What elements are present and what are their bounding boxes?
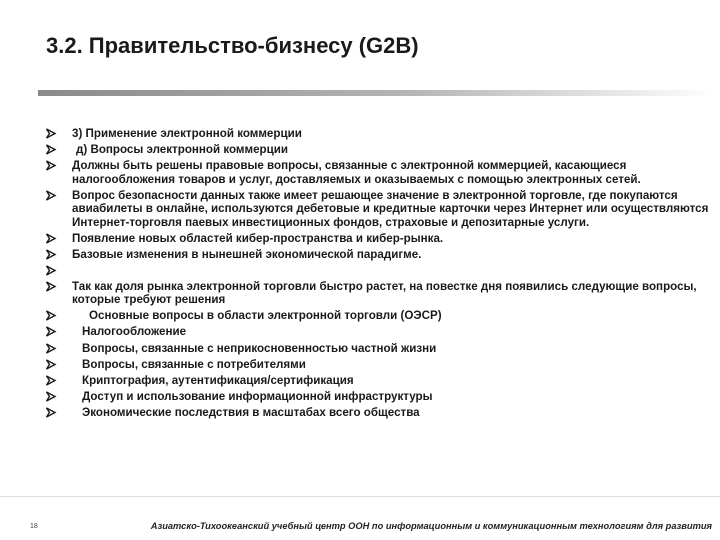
list-item: [45, 325, 710, 338]
list-item-text: Вопрос безопасности данных также имеет решающее значение в электронной торговле, где покупаются авиабилеты в онлайне, используются дебетовые и кредитные карточки через Интернет или осуществляются Интернет-торговля паевых инвестиционных фондов, страховые и депозитарные услуги.: [72, 188, 709, 229]
arrow-bullet-icon: [45, 309, 57, 322]
list-item: [45, 390, 710, 403]
footer-text: Азиатско-Тихоокеанский учебный центр ООН по информационным и коммуникационным технологиям для развития: [150, 521, 712, 531]
list-item-text: Налогообложение: [82, 325, 187, 339]
arrow-bullet-icon: [45, 374, 57, 387]
title-divider: [38, 90, 716, 96]
list-item: [45, 159, 710, 186]
arrow-bullet-icon: [45, 358, 57, 371]
list-item: [45, 406, 710, 419]
arrow-bullet-icon: [45, 342, 57, 355]
list-item-text: Должны быть решены правовые вопросы, связанные с электронной коммерцией, касающиеся налогообложения товаров и услуг, доставляемых и оказываемых с помощью электронных сетей.: [72, 159, 641, 186]
list-item: [45, 248, 710, 261]
list-item-text: Так как доля рынка электронной торговли быстро растет, на повестке дня появились следующие вопросы, которые требуют решения: [72, 279, 697, 307]
arrow-bullet-icon: [45, 280, 57, 293]
list-item-text: Вопросы, связанные с потребителями: [82, 357, 306, 371]
list-item: [45, 358, 710, 371]
list-item: [45, 309, 710, 322]
list-item-text: Экономические последствия в масштабах всего общества: [82, 405, 420, 419]
arrow-bullet-icon: [45, 325, 57, 338]
slide-title: 3.2. Правительство-бизнесу (G2B): [46, 33, 419, 58]
list-item: [45, 342, 710, 355]
list-item-text: д) Вопросы электронной коммерции: [76, 143, 288, 157]
list-item: [45, 143, 710, 156]
arrow-bullet-icon: [45, 248, 57, 261]
list-item: [45, 127, 710, 140]
list-item-text: Вопросы, связанные с неприкосновенностью частной жизни: [82, 341, 437, 355]
list-item: [45, 264, 710, 277]
list-item-text: 3) Применение электронной коммерции: [72, 127, 302, 140]
list-item: [45, 189, 710, 229]
arrow-bullet-icon: [45, 159, 57, 172]
arrow-bullet-icon: [45, 232, 57, 245]
arrow-bullet-icon: [45, 143, 57, 156]
list-item: [45, 232, 710, 245]
bullet-list: [45, 127, 710, 422]
list-item-text: Криптография, аутентификация/сертификация: [82, 373, 354, 387]
arrow-bullet-icon: [45, 390, 57, 403]
list-item-text: Базовые изменения в нынешней экономической парадигме.: [72, 247, 422, 261]
list-item-text: Основные вопросы в области электронной торговли (ОЭСР): [89, 309, 442, 323]
arrow-bullet-icon: [45, 189, 57, 202]
arrow-bullet-icon: [45, 127, 57, 140]
list-item: [45, 374, 710, 387]
list-item-text: Появление новых областей кибер-пространства и кибер-рынка.: [72, 231, 444, 245]
list-item-text: Доступ и использование информационной инфраструктуры: [82, 389, 433, 403]
footer-divider: [0, 496, 720, 497]
list-item: [45, 280, 710, 307]
arrow-bullet-icon: [45, 406, 57, 419]
arrow-bullet-icon: [45, 264, 57, 277]
page-number: 18: [30, 523, 38, 530]
